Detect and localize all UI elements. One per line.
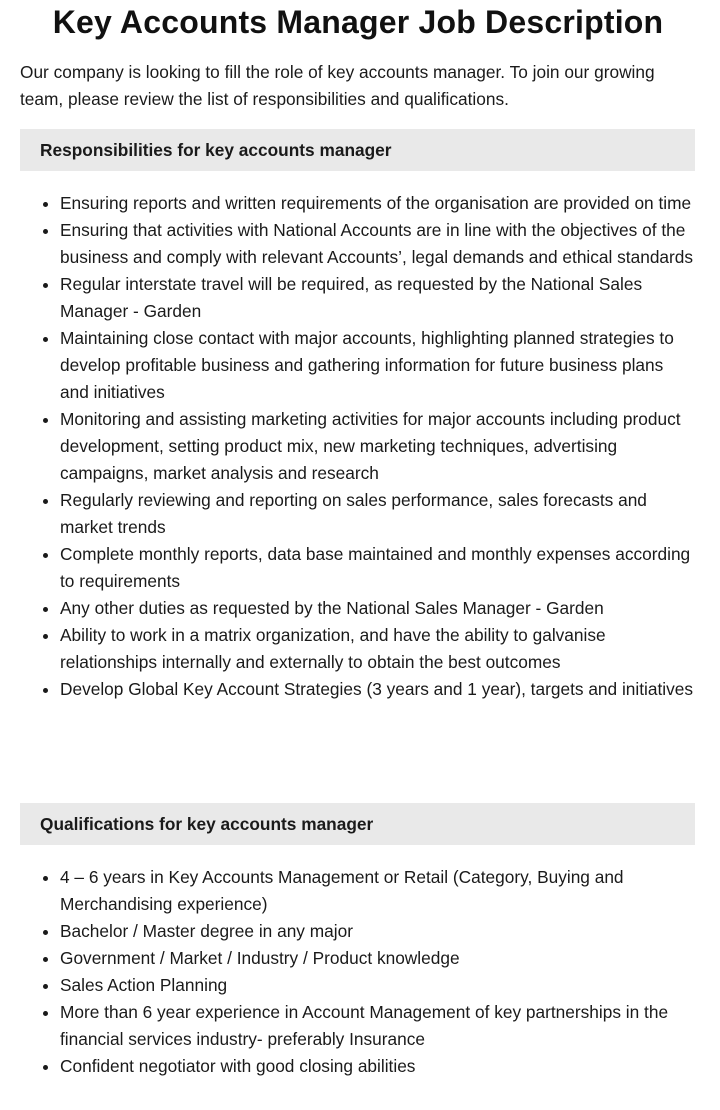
list-item: • Develop Global Key Account Strategies (3 years and 1 year), targets and initiatives — [60, 676, 696, 703]
list-item: • Regularly reviewing and reporting on sales performance, sales forecasts and market trends — [60, 487, 696, 541]
list-item: • Government / Market / Industry / Product knowledge — [60, 945, 696, 972]
list-item: • Ensuring reports and written requirements of the organisation are provided on time — [60, 190, 696, 217]
list-item: • Sales Action Planning — [60, 972, 696, 999]
qualifications-list — [20, 864, 696, 1080]
list-item: • Ability to work in a matrix organization, and have the ability to galvanise relationships internally and externally to obtain the best outcomes — [60, 622, 696, 676]
list-item: • Regular interstate travel will be required, as requested by the National Sales Manager - Garden — [60, 271, 696, 325]
list-item: • Bachelor / Master degree in any major — [60, 918, 696, 945]
list-item: • Monitoring and assisting marketing activities for major accounts including product development, setting product mix, new marketing techniques, advertising campaigns, market analysis and research — [60, 406, 696, 487]
qualifications-heading: Qualifications for key accounts manager — [20, 803, 695, 845]
page-title: Key Accounts Manager Job Description — [52, 4, 664, 40]
list-item: • Ensuring that activities with National Accounts are in line with the objectives of the business and comply with relevant Accounts’, legal demands and ethical standards — [60, 217, 696, 271]
responsibilities-list — [20, 190, 696, 703]
list-item: • Any other duties as requested by the National Sales Manager - Garden — [60, 595, 696, 622]
list-item: • Complete monthly reports, data base maintained and monthly expenses according to requirements — [60, 541, 696, 595]
list-item: • Confident negotiator with good closing abilities — [60, 1053, 696, 1080]
list-item: • 4 – 6 years in Key Accounts Management or Retail (Category, Buying and Merchandising experience) — [60, 864, 696, 918]
responsibilities-heading: Responsibilities for key accounts manager — [20, 129, 695, 171]
list-item: • More than 6 year experience in Account Management of key partnerships in the financial services industry- preferably Insurance — [60, 999, 696, 1053]
intro-paragraph: Our company is looking to fill the role of key accounts manager. To join our growing team, please review the list of responsibilities and qualifications. — [20, 62, 655, 109]
list-item: • Maintaining close contact with major accounts, highlighting planned strategies to develop profitable business and gathering information for future business plans and initiatives — [60, 325, 696, 406]
